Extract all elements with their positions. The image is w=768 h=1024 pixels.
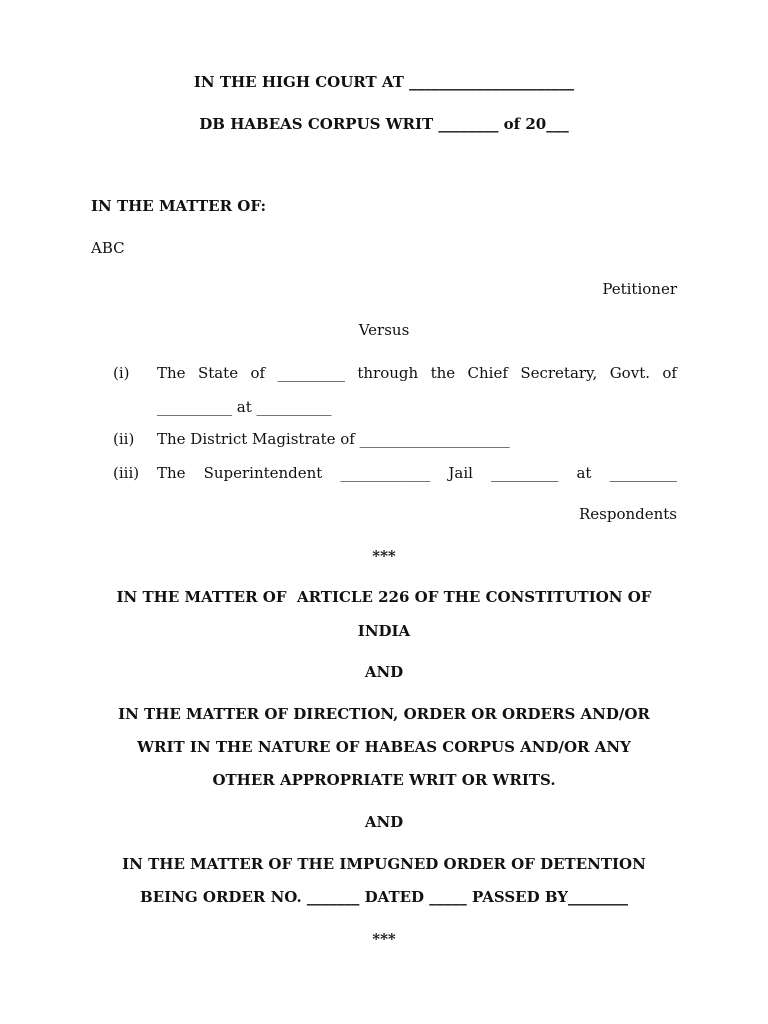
separator-stars-1: ***: [372, 547, 396, 565]
respondents-label: Respondents: [578, 505, 677, 523]
respondent-1-word: The: [157, 364, 186, 382]
writ-title: DB HABEAS CORPUS WRIT ________ of 20___: [199, 115, 569, 133]
direction-line-1: IN THE MATTER OF DIRECTION, ORDER OR ORDERS AND/OR: [118, 705, 650, 723]
article-line-2: INDIA: [357, 622, 411, 640]
separator-stars-2: ***: [372, 930, 396, 948]
respondent-3-word: _________: [609, 464, 677, 482]
respondent-1-line-1: [157, 363, 677, 383]
respondent-3-line-1: [157, 463, 677, 483]
respondent-3-word: Superintendent: [203, 464, 323, 482]
court-title: IN THE HIGH COURT AT ______________________: [193, 73, 575, 91]
respondent-3-word: Jail: [448, 464, 473, 482]
respondent-3-word: The: [157, 464, 186, 482]
respondent-3-word: at: [576, 464, 592, 482]
respondent-1-line-2: __________ at __________: [157, 398, 332, 416]
respondent-3-word: _________: [490, 464, 559, 482]
respondent-1-word: the: [430, 364, 456, 382]
respondent-1-word: Govt.: [609, 364, 650, 382]
respondent-1-word: of: [662, 364, 677, 382]
versus-label: Versus: [358, 321, 410, 339]
respondent-1-word: of: [250, 364, 266, 382]
respondent-1-word: Chief: [467, 364, 508, 382]
respondent-2-line-1: The District Magistrate of ____________________: [157, 430, 510, 448]
respondent-3-number: (iii): [113, 464, 140, 482]
and-label-1: AND: [364, 663, 404, 681]
respondent-1-word: Secretary,: [520, 364, 598, 382]
petitioner-name: ABC: [91, 239, 125, 257]
direction-line-3: OTHER APPROPRIATE WRIT OR WRITS.: [212, 771, 556, 789]
and-label-2: AND: [364, 813, 404, 831]
respondent-1-number: (i): [113, 364, 130, 382]
respondent-1-word: State: [197, 364, 239, 382]
respondent-3-word: ____________: [340, 464, 431, 482]
respondent-2-number: (ii): [113, 430, 135, 448]
matter-heading: IN THE MATTER OF:: [91, 197, 266, 215]
article-line-1: IN THE MATTER OF ARTICLE 226 OF THE CONSTITUTION OF: [116, 588, 652, 606]
direction-line-2: WRIT IN THE NATURE OF HABEAS CORPUS AND/OR ANY: [137, 738, 631, 756]
respondent-1-word: _________: [277, 364, 345, 382]
petitioner-label: Petitioner: [602, 280, 677, 298]
impugned-line-2: BEING ORDER NO. _______ DATED _____ PASSED BY________: [140, 888, 628, 906]
impugned-line-1: IN THE MATTER OF THE IMPUGNED ORDER OF DETENTION: [122, 855, 646, 873]
respondent-1-word: through: [357, 364, 419, 382]
